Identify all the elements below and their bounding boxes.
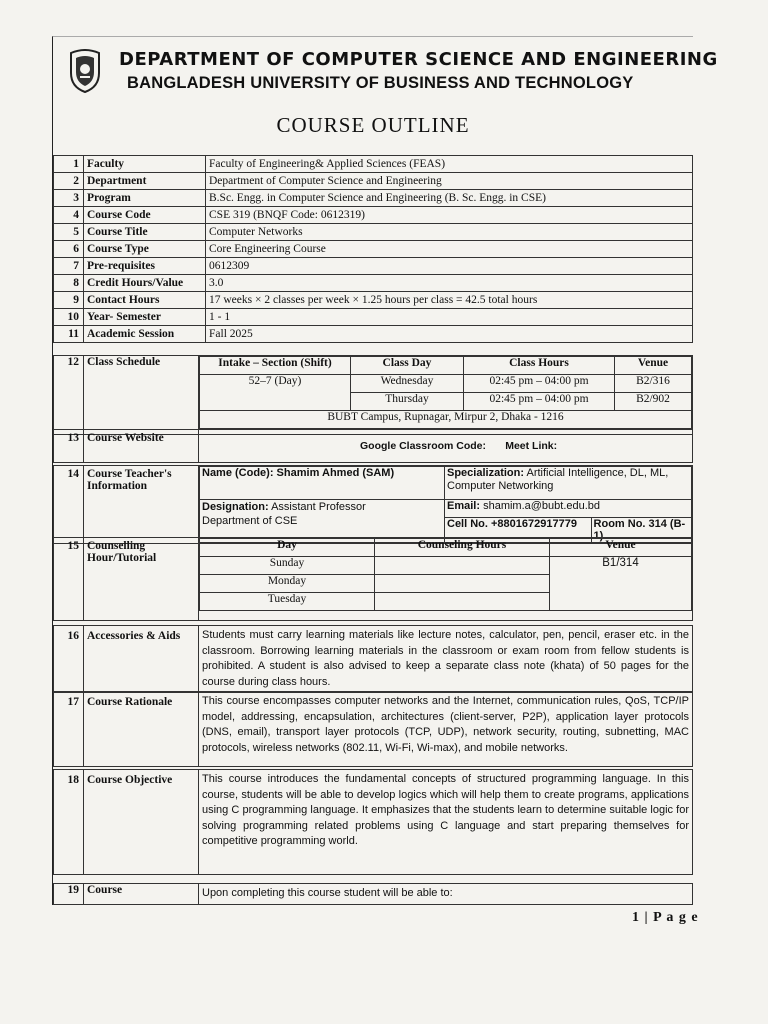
designation-label: Designation: [202,501,269,513]
row-number: 2 [54,173,84,190]
cell-number: Cell No. +8801672917779 [445,518,592,543]
teacher-department: Department of CSE [202,515,298,527]
row-label: Contact Hours [84,292,206,309]
counselling-day: Sunday [200,557,375,575]
header-counseling-hours: Counseling Hours [375,539,550,557]
info-row [54,224,693,241]
row-label: Pre-requisites [84,258,206,275]
specialization-value: Artificial Intelligence, DL, ML, Computer Networking [447,467,669,492]
class-schedule-section [53,355,693,435]
accessories-section [53,625,693,693]
course-info-table [53,155,693,343]
accessories-text: Students must carry learning materials like lecture notes, calculator, pen, pencil, eraser etc. in the classroom. Borrowing learning materials in the classroom or exam room from fellow students is prohibited. A student is also advised to keep a separate class note (khata) of 50 pages for the course during class hours. [199,626,693,693]
venue-cell: B2/902 [615,393,692,411]
row-value: Department of Computer Science and Engineering [206,173,693,190]
outcome-section [53,883,693,905]
info-row [54,207,693,224]
row-number: 10 [54,309,84,326]
section-number: 12 [54,356,84,435]
row-number: 11 [54,326,84,343]
section-number: 16 [54,626,84,693]
info-row [54,173,693,190]
room-number: Room No. 314 (B-1) [591,518,691,543]
header-day: Day [200,539,375,557]
section-number: 13 [54,430,84,463]
counselling-hours-cell [375,575,550,593]
venue-cell: B2/316 [615,375,692,393]
email-label: Email: [447,500,481,512]
rationale-section [53,691,693,767]
course-website-section [53,429,693,463]
email-value: shamim.a@bubt.edu.bd [483,500,601,512]
row-number: 5 [54,224,84,241]
info-row [54,241,693,258]
counselling-day: Tuesday [200,593,375,611]
counselling-hours-cell [375,557,550,575]
section-label: Class Schedule [84,356,199,435]
counselling-hours-cell [375,593,550,611]
teacher-info-table [199,466,692,543]
page-title: COURSE OUTLINE [276,113,470,137]
row-label: Credit Hours/Value [84,275,206,292]
row-number: 3 [54,190,84,207]
section-label: Course Website [84,430,199,463]
objective-text: This course introduces the fundamental concepts of structured programming language. In this course, students will be able to develop logics which will help them to create programs, applications using C programming language. It emphasizes that the students learn to determine suitable logic for solving programming related problems using C language and start preparing themselves for competitive programming world. [199,770,693,875]
info-row [54,309,693,326]
campus-address: BUBT Campus, Rupnagar, Mirpur 2, Dhaka - 1216 [200,411,692,429]
section-number: 14 [54,466,84,544]
class-schedule-table [199,356,692,429]
row-value: 1 - 1 [206,309,693,326]
row-value: B.Sc. Engg. in Computer Science and Engineering (B. Sc. Engg. in CSE) [206,190,693,207]
outcome-text: Upon completing this course student will be able to: [199,884,693,905]
section-label: Course [84,884,199,905]
class-day-cell: Wednesday [351,375,464,393]
section-label: Course Teacher's Information [84,466,199,544]
row-value: 17 weeks × 2 classes per week × 1.25 hours per class = 42.5 total hours [206,292,693,309]
section-number: 17 [54,692,84,767]
row-number: 1 [54,156,84,173]
section-label: Course Rationale [84,692,199,767]
rationale-text: This course encompasses computer networks and the Internet, communication rules, QoS, TCP/IP model, addressing, encapsulation, architectures (client-server, P2P), application layer protocols (DNS, email), transport layer protocols (TCP, UDP), network security, routing, subnetting, MAC protocols, wireless networks (802.11, Wi-Fi, Wi-max), and mobile networks. [199,692,693,767]
counselling-venue: B1/314 [550,557,692,611]
info-row [54,292,693,309]
department-heading: DEPARTMENT OF COMPUTER SCIENCE AND ENGINEERING [119,49,718,70]
class-day-cell: Thursday [351,393,464,411]
header-venue: Venue [550,539,692,557]
counselling-day: Monday [200,575,375,593]
row-value: Core Engineering Course [206,241,693,258]
counselling-table [199,538,692,611]
info-row [54,326,693,343]
section-label: Accessories & Aids [84,626,199,693]
info-row [54,258,693,275]
objective-section [53,769,693,875]
header-class-hours: Class Hours [464,357,615,375]
section-number: 18 [54,770,84,875]
class-hours-cell: 02:45 pm – 04:00 pm [464,375,615,393]
header-intake: Intake – Section (Shift) [200,357,351,375]
meet-link-label: Meet Link: [505,440,558,452]
header-class-day: Class Day [351,357,464,375]
row-label: Course Code [84,207,206,224]
header-venue: Venue [615,357,692,375]
row-value: Computer Networks [206,224,693,241]
row-label: Academic Session [84,326,206,343]
counselling-section [53,537,693,621]
intake-cell: 52–7 (Day) [200,375,351,411]
section-label: Course Objective [84,770,199,875]
row-number: 8 [54,275,84,292]
row-label: Faculty [84,156,206,173]
specialization-label: Specialization: [447,467,525,479]
section-label: Counselling Hour/Tutorial [84,538,199,621]
teacher-name: Name (Code): Shamim Ahmed (SAM) [200,467,445,500]
designation-value: Assistant Professor [271,501,366,513]
row-value: Faculty of Engineering& Applied Sciences (FEAS) [206,156,693,173]
row-number: 7 [54,258,84,275]
section-number: 19 [54,884,84,905]
info-row [54,190,693,207]
university-logo-icon [67,49,103,93]
row-label: Course Type [84,241,206,258]
class-hours-cell: 02:45 pm – 04:00 pm [464,393,615,411]
row-value: 3.0 [206,275,693,292]
course-outline-page [52,36,718,905]
info-row [54,275,693,292]
page-number: 1 | P a g e [632,910,699,925]
row-number: 9 [54,292,84,309]
teacher-info-section [53,465,693,544]
info-row [54,156,693,173]
row-value: 0612309 [206,258,693,275]
section-number: 15 [54,538,84,621]
row-label: Program [84,190,206,207]
row-value: CSE 319 (BNQF Code: 0612319) [206,207,693,224]
row-label: Department [84,173,206,190]
university-heading: BANGLADESH UNIVERSITY OF BUSINESS AND TECHNOLOGY [127,74,634,92]
row-number: 4 [54,207,84,224]
row-label: Year- Semester [84,309,206,326]
row-number: 6 [54,241,84,258]
row-label: Course Title [84,224,206,241]
row-value: Fall 2025 [206,326,693,343]
classroom-code-label: Google Classroom Code: [360,440,487,452]
